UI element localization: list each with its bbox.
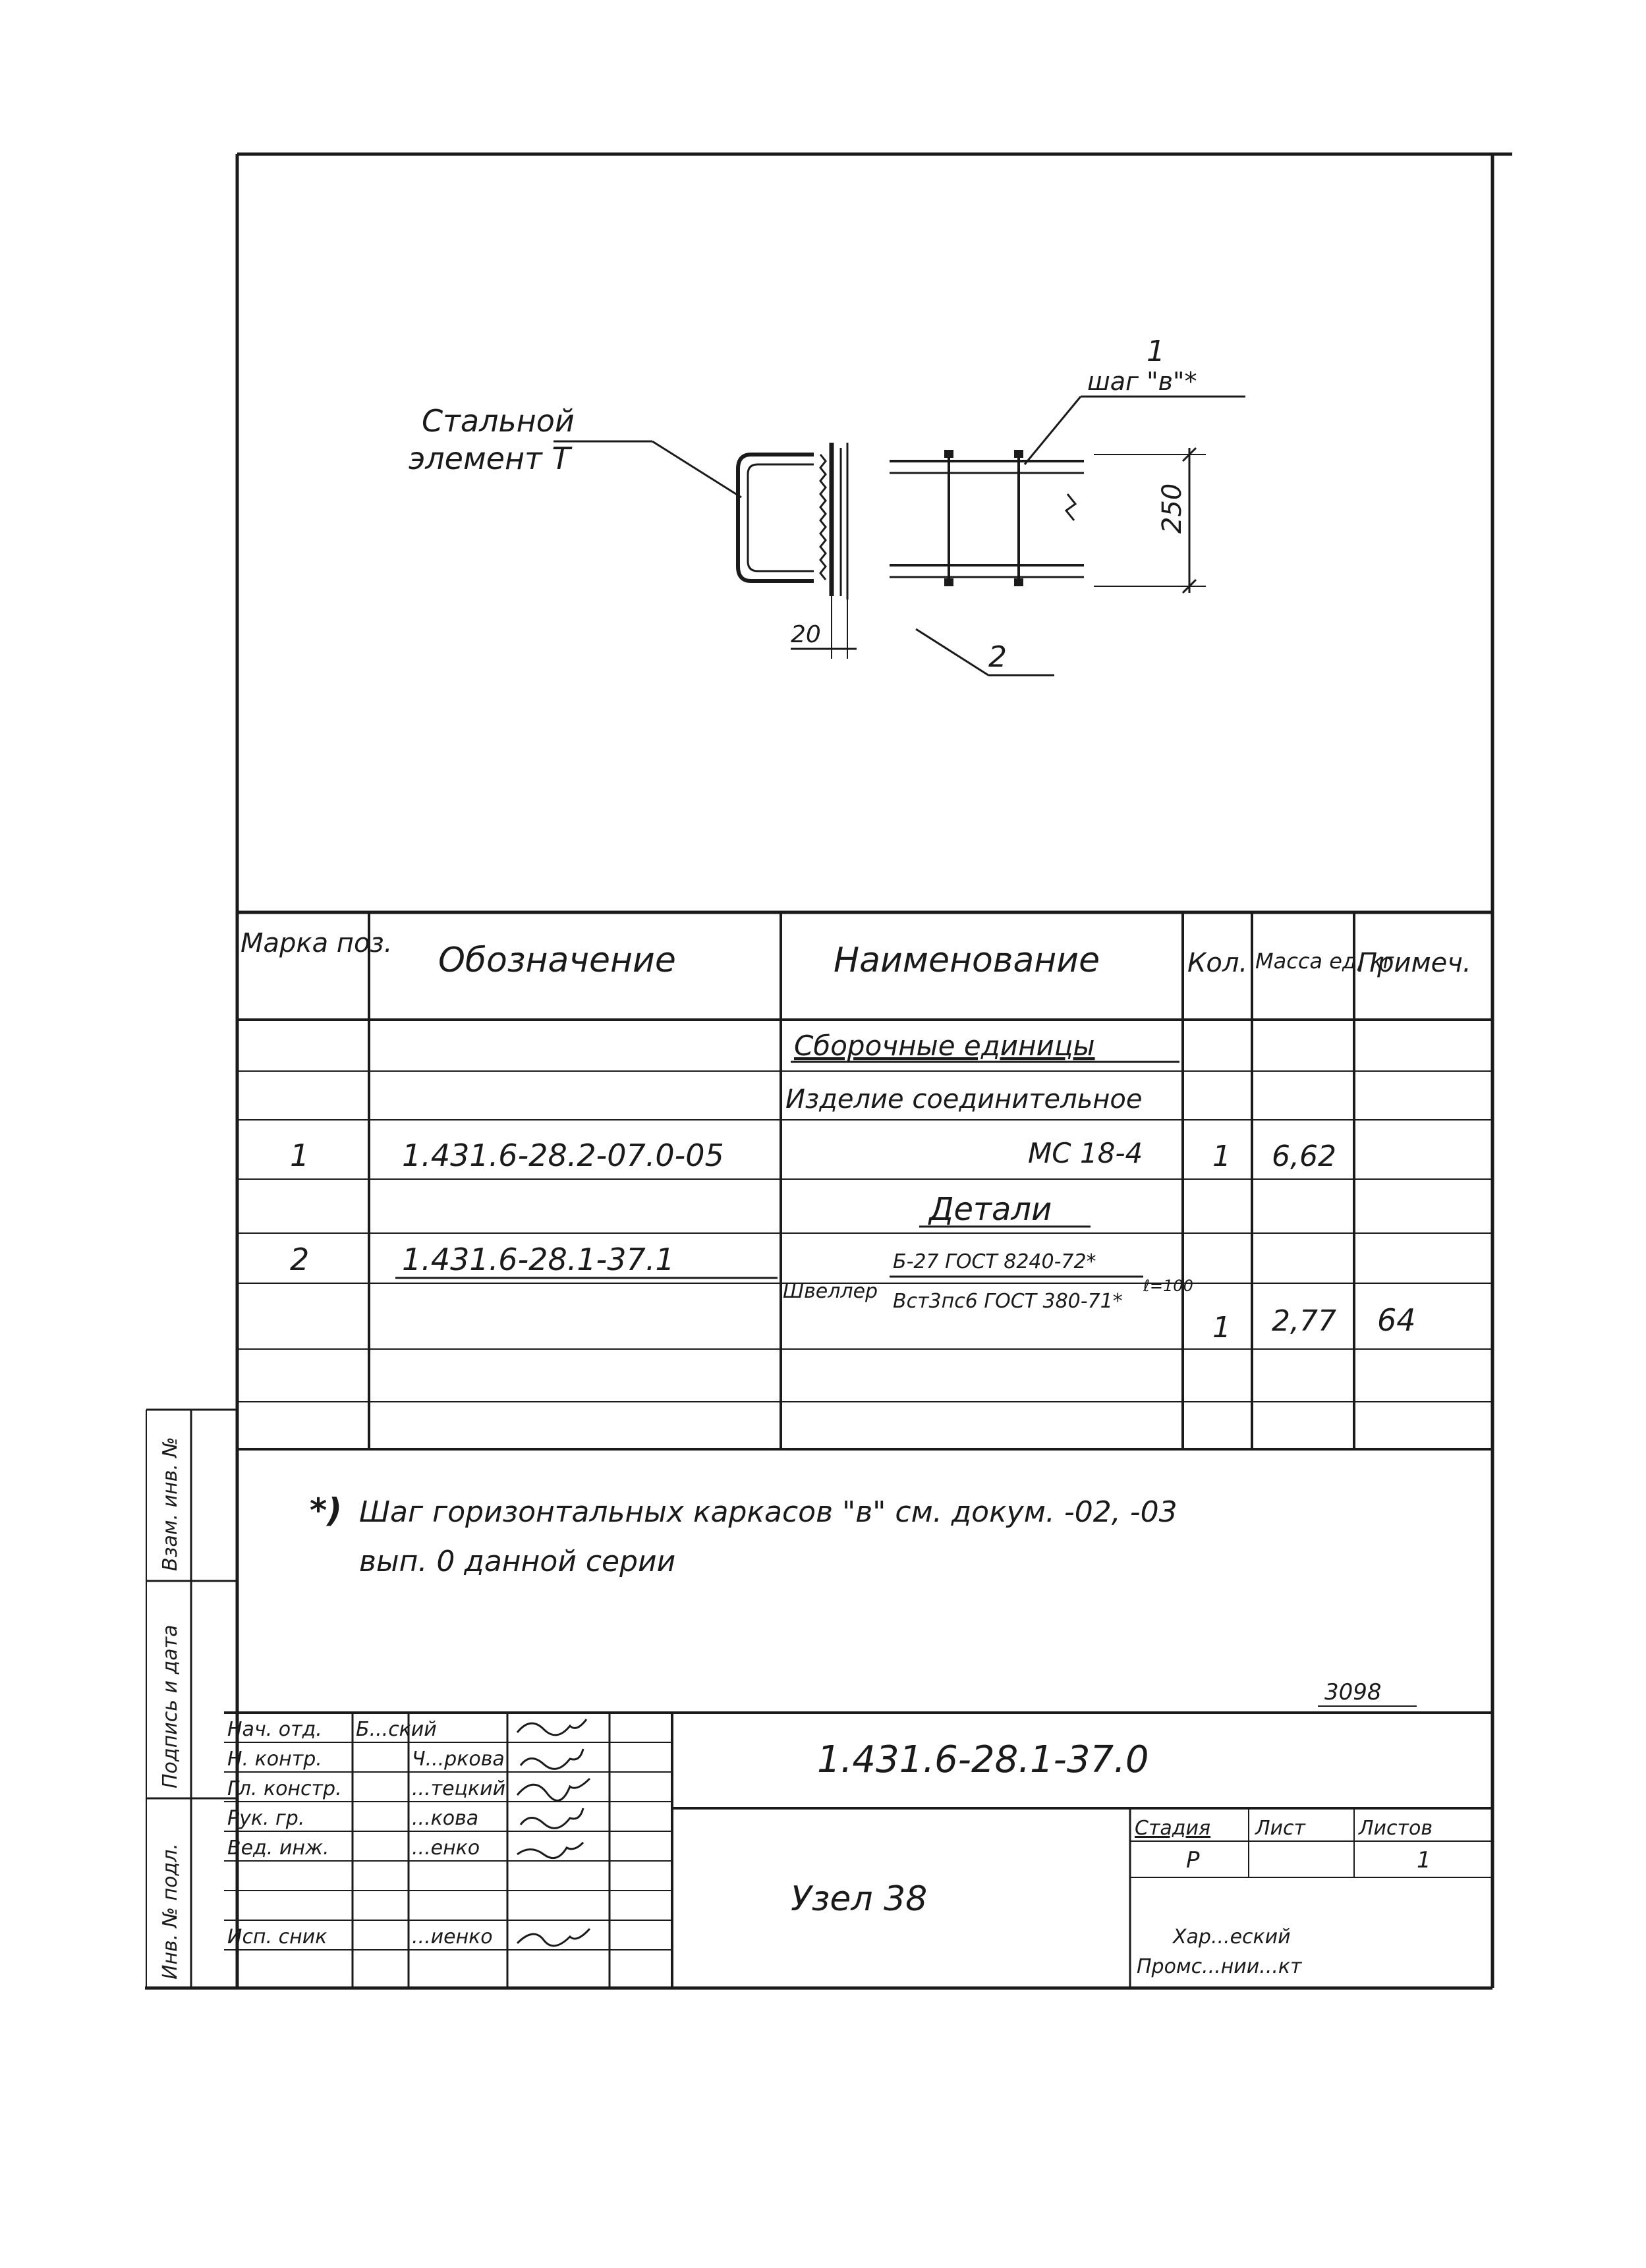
- row2-name-line2: Вст3пс6 ГОСТ 380-71*: [893, 1290, 1123, 1313]
- row2-designation: 1.431.6-28.1-37.1: [402, 1242, 675, 1277]
- side-stamp-sign-date: Подпись и дата: [159, 1624, 182, 1788]
- header-note: Примеч.: [1357, 948, 1471, 978]
- callout-label-line2: элемент Т: [409, 441, 571, 476]
- header-mass: Масса ед, кг: [1255, 949, 1394, 974]
- sheets-value: 1: [1417, 1847, 1431, 1873]
- name-2: ...тецкий: [412, 1777, 506, 1800]
- name-1: Ч...ркова: [412, 1748, 505, 1771]
- side-stamp: [146, 1410, 237, 1988]
- name-3: ...кова: [412, 1807, 479, 1830]
- row1-name: МС 18-4: [1028, 1137, 1143, 1169]
- footnote-marker: *): [310, 1491, 342, 1530]
- dim-gap-label: 20: [791, 621, 821, 648]
- section-assembly-sub: Изделие соединительное: [785, 1084, 1143, 1115]
- header-mark: Марка поз.: [241, 928, 393, 958]
- row2-name-line1: Б-27 ГОСТ 8240-72*: [893, 1250, 1096, 1273]
- stage-label: Стадия: [1135, 1817, 1211, 1840]
- row2-qty: 1: [1212, 1311, 1231, 1344]
- sheets-label: Листов: [1359, 1817, 1433, 1840]
- signatures: [517, 1719, 590, 1946]
- org-line1: Хар...еский: [1173, 1925, 1291, 1949]
- title-block: [224, 1679, 1492, 1988]
- pos2-number: 2: [988, 640, 1007, 674]
- row2-mark: 2: [290, 1242, 310, 1277]
- footnote-line2: вып. 0 данной серии: [359, 1545, 676, 1578]
- org-line2: Промс...нии...кт: [1137, 1955, 1302, 1978]
- role-5: Исп. сник: [227, 1925, 327, 1949]
- section-assembly: Сборочные единицы: [794, 1030, 1095, 1062]
- pos1-number: 1: [1147, 335, 1165, 368]
- title-designation: 1.431.6-28.1-37.0: [817, 1738, 1149, 1781]
- header-designation: Обозначение: [438, 941, 676, 980]
- node-drawing: [409, 335, 1245, 675]
- pos1-step-label: шаг "в"*: [1087, 367, 1197, 396]
- spec-table: [237, 912, 1492, 1449]
- row1-designation: 1.431.6-28.2-07.0-05: [402, 1138, 724, 1173]
- role-0: Нач. отд.: [227, 1718, 322, 1741]
- section-details: Детали: [929, 1191, 1052, 1228]
- dim-height-label: 250: [1157, 483, 1187, 534]
- footnote: [310, 1491, 1178, 1578]
- row2-name-length: ℓ=100: [1143, 1277, 1193, 1295]
- role-3: Рук. гр.: [227, 1807, 305, 1830]
- name-0: Б...ский: [356, 1718, 437, 1741]
- stage-value: Р: [1186, 1847, 1200, 1873]
- side-stamp-inv-orig: Инв. № подл.: [159, 1843, 182, 1979]
- role-1: Н. контр.: [227, 1748, 322, 1771]
- footnote-line1: Шаг горизонтальных каркасов "в" см. докум. -02, -03: [359, 1495, 1178, 1529]
- side-stamp-inv-replace: Взам. инв. №: [159, 1437, 182, 1571]
- name-4: ...енко: [412, 1837, 480, 1860]
- row2-name-prefix: Швеллер: [783, 1280, 878, 1303]
- row1-mark: 1: [290, 1138, 310, 1173]
- header-qty: Кол.: [1187, 948, 1248, 978]
- row1-mass: 6,62: [1272, 1140, 1336, 1173]
- header-name: Наименование: [834, 941, 1100, 980]
- name-5: ...иенко: [412, 1925, 493, 1949]
- role-2: Гл. констр.: [227, 1777, 342, 1800]
- row2-note: 64: [1377, 1302, 1416, 1338]
- row1-qty: 1: [1212, 1140, 1231, 1173]
- role-4: Вед. инж.: [227, 1837, 329, 1860]
- callout-label-line1: Стальной: [422, 403, 575, 439]
- sheet-code: 3098: [1324, 1679, 1382, 1705]
- sheet-label: Лист: [1255, 1817, 1306, 1840]
- title-name: Узел 38: [791, 1879, 928, 1919]
- row2-mass: 2,77: [1272, 1304, 1336, 1338]
